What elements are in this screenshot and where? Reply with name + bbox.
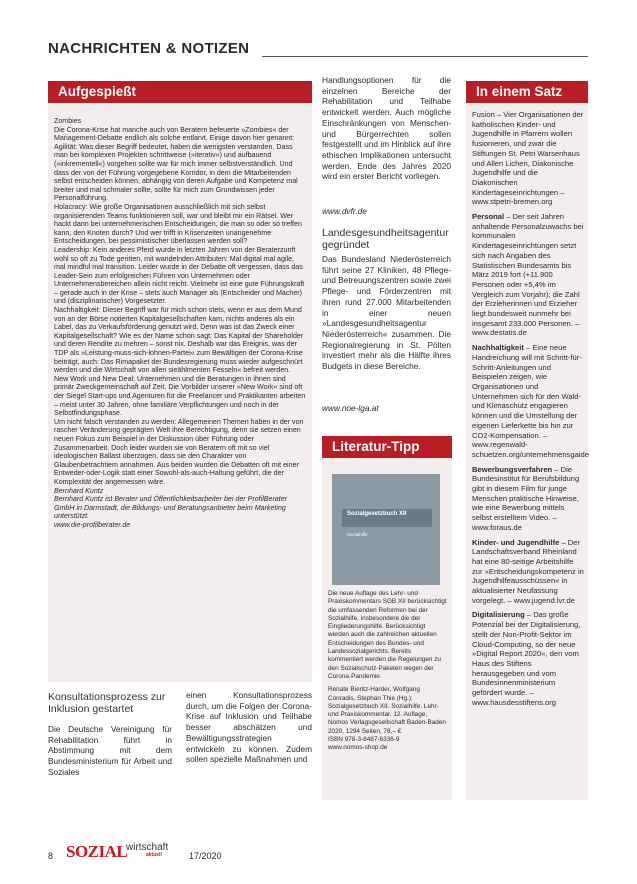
aufgespiesst-heading: Aufgespießt: [48, 81, 312, 103]
auf-para: Nachhaltigkeit: Dieser Begriff war für mich schon stets, wenn er aus dem Mund von an der Börse notierten Kapitalgesellschaften kam, nichts anderes als ein Label, das zu Verkaufsförderung genutzt wird. Denn was ist das Zweck einer Kapitalgesellschaft? Wie es der Name schon sagt: Das Kapital der Shareholder und deren Rendite zu mehren – sonst nix. Deshalb war das Ereignis, was der TDP als »Leistung-muss-sich-lohnen-Partei« zum Bewältigen der Corona-Krise beiträgt, auch: Das Rimapaket der Bundesregierung muss wieder aufgeschnürt werden und die Wirtschaft von allen sieählmenten Fesseln« befreit werden.: [54, 306, 304, 375]
auf-para: Leadership: Kein anderes Pferd wurde in letzten Jahren von der Beraterzunft wohl so oft zu Tode geritten, mit wandelnden Attributen: Mal digital mal agile, mal mindful mal transition. Leider wurde in der Debatte oft vergessen, dass das Leader-Sein zum erfolgreichen Führen von Unternehmen oder Unternehmensbereichen allein nicht reicht. Vielmehr ist eine gute Führungskraft – gerade auch in der Krise – stets auch Manager als (Entscheider und Macher) und (disziplinarischer) Vorgesetzter.: [54, 245, 305, 306]
literatur-heading: Literatur-Tipp: [322, 436, 452, 458]
rehab-continuation: Handlungsoptionen für die einzelnen Bereiche der Rehabilitation und Teilhabe entwickelt werden. Auch mögliche Einschränkungen von Menschen- und Bürgerrechten sollen festgestellt und im Hinblick auf ihre ethischen Implikationen untersucht werden. Ende des Jahres 2020 wird ein erster Bericht vorliegen.: [322, 75, 451, 182]
literatur-url[interactable]: www.nomos-shop.de: [328, 744, 388, 752]
auf-para: Um nicht falsch verstanden zu werden: Allegemeinen Themen haben in der von rascher Veränderung geprägten Welt ihre Berechtigung, denn sie setzen einen neuen Fokus zum Beispiel in der Diskussion über Führung oder Zusammenarbeit. Doch leider wurden sie von Beratern oft mit so viel ideologischen Ballast überzogen, dass sie den Charakter von Glaubenbetrachtiem annahmen. Aus beiden wurden die Debatten oft mit einer Entweder-oder-Logik statt einer Sowohl-als-auch-Haltung geführt, die der Komplexität der angemessen wäre.: [54, 417, 304, 486]
konsultation-col2: einen Konsultationsprozess durch, um die Folgen der Corona-Krise auf Inklusion und Teilhabe besser abschätzen und Bewältigungsstrategien entwickeln zu können. Zudem sollen spezielle Maßnahmen und: [186, 690, 312, 765]
auf-para: Agilität: Was dieser Begriff bedeutet, haben die wenigsten verstanden. Dass man bei komplexen Projekten schrittweise (»iterativ«) und aufbauend (»inkrementell«) vorgehen sollte war für mich immer selbstverständlich. Und dass der von der Führung vorgegebene Korridor, in dem die Mitarbeitenden selbst entscheiden können, abhängig von deren Aufgabe und Kompetenz mal breiter und mal schmaler sollte, sollte für mich zum Grundwissen jeder Personalführung.: [54, 142, 298, 203]
page-number: 8: [48, 851, 54, 861]
literatur-citation: Renate Bieritz-Harder, Wolfgang Conradis, Stephan Thie (Hg.): Sozialgesetzbuch XII. Sozialhilfe. Lehr- und Praxiskommentar. 12. Auflage, Nomos Verlagsgesellschaft Baden-Baden 2020, 1294 Seiten, 78,– €: [328, 686, 446, 735]
magazine-logo: SOZIAL: [66, 842, 128, 861]
konsultation-col1: Die Deutsche Vereinigung für Rehabilitation führt in Abstimmung mit dem Bundesministerium für Arbeit und Soziales: [48, 724, 172, 777]
auf-author-url[interactable]: www.die-profilberater.de: [54, 520, 131, 529]
book-cover-title: Sozialgesetzbuch XII: [347, 511, 407, 517]
book-title-band: [342, 509, 432, 527]
konsultation-heading: Konsultationsprozess zur Inklusion gestartet: [48, 691, 166, 715]
lga-heading: Landesgesundheitsagentur gegründet: [322, 227, 449, 251]
literatur-text: [328, 590, 448, 758]
satz-item: Bewerbungsverfahren – Die Bundesinstitut für Berufsbildung gibt in diesem Film für junge Menschen praktische Hinweise, wie eine Bewerbung mittels selbst erstelltem Video. – www.foraus.de: [472, 464, 580, 532]
auf-para: Holacracy: Wie große Organisationen ausschließlich mit sich selbst organisierenden Teams funktionieren soll, war und bleibt mir ein Rätsel. Wer hackt dann bei unternehmerischen Entscheidungen, die man so oder so treffen kann, den Knoten durch? Und wer trifft in Krisenzeiten unangenehme Entscheidungen, bei pessimistischer überlassen werden soll?: [54, 202, 302, 246]
book-cover-image: [332, 474, 440, 585]
aufgespiesst-box: [48, 81, 312, 682]
satz-item: Fusion – Vier Organisationen der katholischen Kinder- und Jugendhilfe in Pfarrern wollen fusionieren, und zwar die Stiftungen St. Petri Warsenhaus und Allen Lichen, Diakonische Jugendhilfe und die Diakonischen Kindertageseinrichtungen – www.stpetri-bremen.org: [472, 110, 584, 207]
auf-para: New Work und New Deal: Unternehmen und die Beratungen in ihnen sind primär Zweckgemeinschaft auf Zeit. Die Vorbilder unserer »New Work« sind oft der Siegel Start-ups und Agenturen für die Freelancer und Praktikanten arbeiten – meist unter 30 Jahren, ohne familiäre Verpflichtungen und noch in der Selbstfindungsphase.: [54, 374, 306, 418]
noe-link[interactable]: www.noe-lga.at: [322, 403, 379, 413]
magazine-logo-small: aktuell: [146, 852, 162, 858]
issue-number: 17/2020: [189, 851, 222, 861]
dvfr-link[interactable]: www.dvfr.de: [322, 206, 367, 216]
satz-list: [472, 110, 589, 712]
satz-item: Digitalisierung – Das große Potenzial bei der Digitalisierung, stellt der Non-Profit-Sektor im Cloud-Computing, so der neue »Digital Report 2020«, den vom Haus des Stiftens herausgegeben und vom Bundesinnenministerium gefördert wurde. – www.hausdesstiftens.org: [472, 610, 581, 707]
title-rule: [262, 56, 588, 57]
page-section-title: NACHRICHTEN & NOTIZEN: [48, 40, 250, 57]
auf-author: Bernhard Kuntz: [54, 486, 104, 495]
lga-body: Das Bundesland Niederösterreich führt seine 27 Kliniken, 48 Pflege- und Betreuungszentren sowie zwei Pflege- und Förderzentren mit ihren rund 27.000 Mitarbeitenden in einer neuen »Landesgesundheitsagentur Niederösterreich« zusammen. Die Regionalregierung in St. Pölten investiert mehr als die Hälfte ihres Budgets in diese Bereiche.: [322, 254, 451, 372]
magazine-logo-sub: wirtschaft: [126, 842, 169, 853]
satz-item: Kinder- und Jugendhilfe – Der Landschaftsverband Rheinland hat eine 80-seitige Arbeitshilfe zur »Entscheidungskompetenz in Jugendhilfeausschüssen« in aktualisierter Neufassung vorgelegt. – www.jugend.lvr.de: [472, 537, 584, 605]
satz-item: Personal – Der seit Jahren anhaltende Personalzuwachs bei kommunalen Kindertageseinrichtungen setzt sich nach Angaben des Statistischen Bundesamts bis März 2019 fort (+11.900 Personen oder +5,4% im Vergleich zum Vorjahr); die Zahl der Erzieherinnen und Erzieher liegt bundesweit nunmehr bei insgesamt 233.000 Personen. – www.destatis.de: [472, 212, 584, 338]
literatur-isbn: ISBN 978-3-8487-6336-9: [328, 736, 400, 744]
auf-para: Die Corona-Krise hat manche auch von Beratern befeuerte »Zombies« der Management-Debatte endlich als solche entlarvt. Einige davon hier genannt:: [54, 125, 295, 143]
satz-heading: In einem Satz: [466, 81, 588, 103]
auf-para: Zombies: [54, 117, 82, 125]
satz-item: Nachhaltigkeit – Eine neue Handreichung will mit Schritt-für-Schritt-Anleitungen und Beispielen zeigen, wie Organisationen und Unternehmen sich für den Wald- und Klimaschutz engagieren können und die Umstellung der eigenen Lieferkette bis hin zur CO2-Kompensation. – www.regenwald-schuetzen.org/unternehmensgaide: [472, 343, 589, 459]
aufgespiesst-text: [48, 103, 312, 530]
auf-author-bio: Bernhard Kuntz ist Berater und Öffentlichkeitsarbeiter bei der ProfilBerater GmbH in Darmstadt, die Bildungs- und Beratungsanbieter beim Marketing unterstützt.: [54, 495, 288, 521]
book-cover-subtitle: Sozialhilfe: [347, 532, 368, 537]
literatur-description: Die neue Auflage des Lehr- und Praxiskommentars SGB XII berücksichtigt die umfassenden Reformen bei der Sozialhilfe, insbesondere die der Eingliederungshilfe. Berücksichtigt werden auch die zahlreichen aktuellen Entscheidungen des Bundes- und Landessozialgerichts. Bereits kommentiert werden die Regelungen zu den Sozialschutz-Paketen wegen der Corona-Pandemie.: [328, 590, 447, 680]
